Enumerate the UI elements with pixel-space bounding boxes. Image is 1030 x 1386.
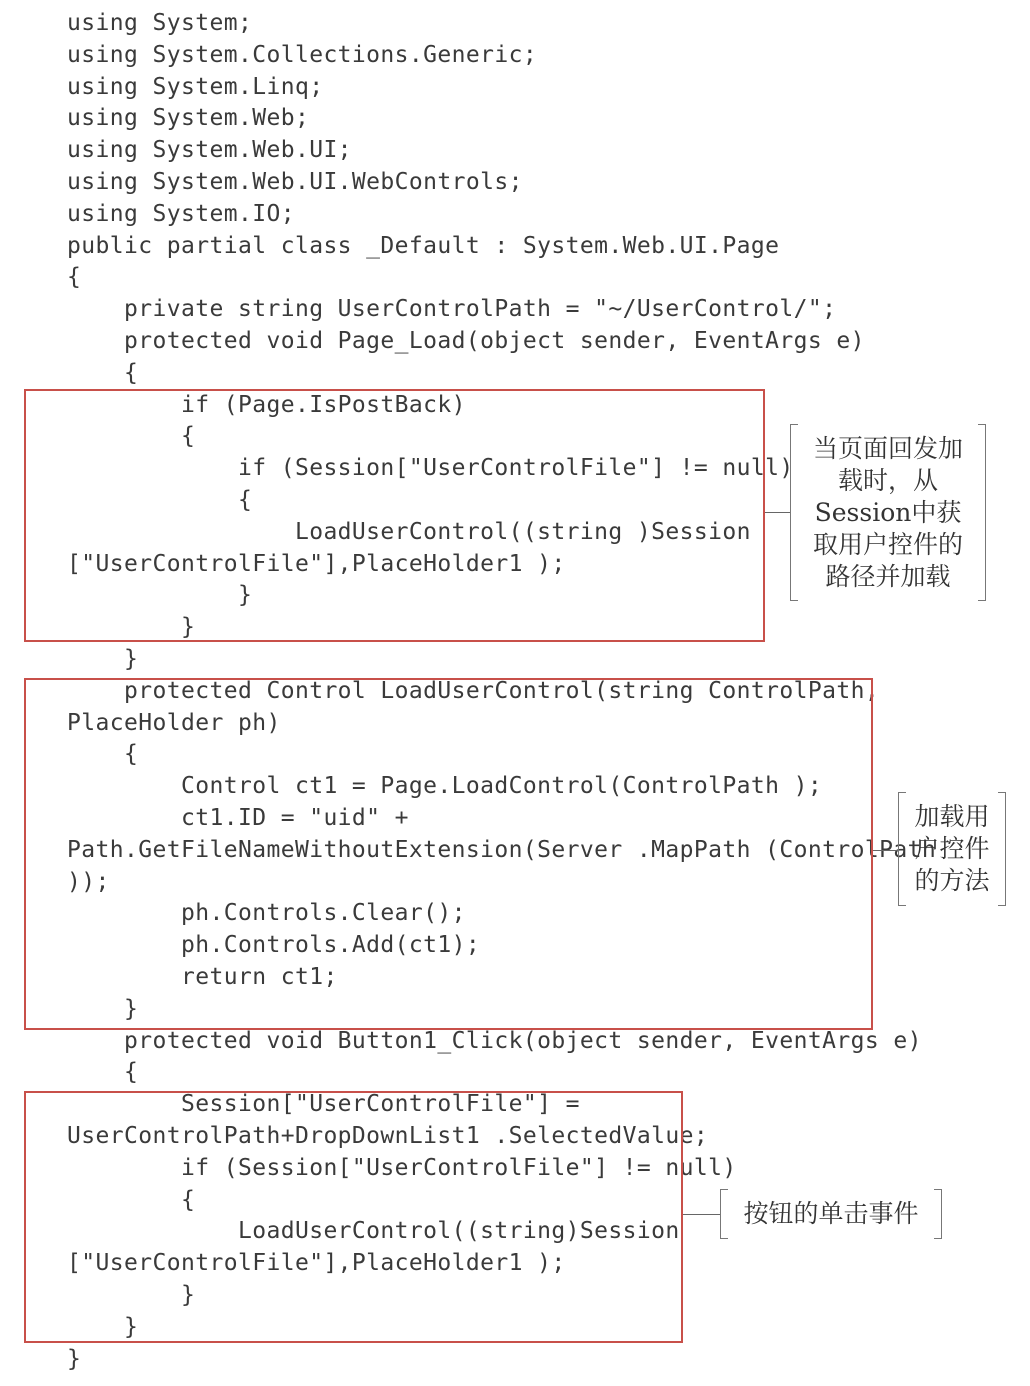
code-line: using System.Collections.Generic; bbox=[10, 41, 538, 68]
callout-line: 取用户控件的 bbox=[812, 529, 963, 559]
callout-line: 路径并加载 bbox=[825, 561, 951, 591]
code-line: } bbox=[10, 1313, 139, 1340]
callout-button-click-text bbox=[728, 1189, 934, 1239]
code-line: )); bbox=[10, 868, 110, 895]
code-line: public partial class _Default : System.Web.UI.Page bbox=[10, 232, 780, 259]
connector-button-click bbox=[683, 1214, 720, 1215]
code-line: protected void Page_Load(object sender, EventArgs e) bbox=[10, 328, 865, 354]
code-line: } bbox=[10, 1282, 196, 1308]
callout-button-click bbox=[720, 1189, 942, 1239]
code-line: using System; bbox=[10, 10, 253, 36]
callout-bracket-right bbox=[978, 424, 986, 601]
code-line: { bbox=[10, 423, 196, 450]
code-line: } bbox=[10, 646, 139, 672]
code-line: using System.Web.UI.WebControls; bbox=[10, 169, 523, 195]
callout-bracket-left bbox=[898, 792, 906, 906]
callout-line: 当页面回发加 bbox=[812, 433, 963, 463]
callout-bracket-right bbox=[998, 792, 1006, 906]
code-line: Session["UserControlFile"] = bbox=[10, 1091, 580, 1118]
code-line: LoadUserControl((string)Session bbox=[10, 1218, 680, 1245]
code-line: if (Session["UserControlFile"] != null) bbox=[10, 1154, 737, 1181]
code-line: using System.Linq; bbox=[10, 73, 324, 100]
code-line: using System.Web; bbox=[10, 105, 310, 132]
code-line: ["UserControlFile"],PlaceHolder1 ); bbox=[10, 1250, 566, 1277]
highlight-box-button-click bbox=[24, 1091, 683, 1343]
code-line: { bbox=[10, 741, 139, 768]
connector-postback bbox=[765, 512, 790, 513]
callout-line: 按钮的单击事件 bbox=[743, 1199, 919, 1228]
code-line: Path.GetFileNameWithoutExtension(Server .MapPath (ControlPath bbox=[10, 836, 937, 863]
code-line: UserControlPath+DropDownList1 .SelectedValue; bbox=[10, 1123, 709, 1149]
code-line: } bbox=[10, 614, 196, 641]
code-line: { bbox=[10, 359, 139, 386]
callout-line: 载时，从 bbox=[837, 465, 938, 495]
code-line: { bbox=[10, 487, 253, 513]
callout-line: 的方法 bbox=[914, 866, 990, 895]
code-line: Control ct1 = Page.LoadControl(ControlPath ); bbox=[10, 773, 823, 800]
code-line: if (Page.IsPostBack) bbox=[10, 391, 466, 418]
code-line: protected Control LoadUserControl(string ControlPath, bbox=[10, 677, 880, 704]
code-line: ["UserControlFile"],PlaceHolder1 ); bbox=[10, 550, 566, 577]
code-line: ct1.ID = "uid" + bbox=[10, 805, 409, 831]
callout-line: 加载用 bbox=[914, 802, 990, 831]
callout-bracket-left bbox=[790, 424, 798, 601]
callout-bracket-right bbox=[934, 1189, 942, 1239]
code-line: { bbox=[10, 1059, 139, 1086]
code-line: } bbox=[10, 582, 253, 609]
callout-load-method bbox=[898, 792, 1006, 906]
callout-postback-text bbox=[798, 424, 978, 601]
code-line: LoadUserControl((string )Session bbox=[10, 518, 751, 545]
highlight-box-load-method bbox=[24, 678, 873, 1030]
code-line: if (Session["UserControlFile"] != null) bbox=[10, 455, 794, 482]
code-line: ph.Controls.Add(ct1); bbox=[10, 932, 481, 959]
callout-line: 户控件 bbox=[914, 834, 990, 863]
code-line: protected void Button1_Click(object sender, EventArgs e) bbox=[10, 1027, 922, 1054]
callout-line: Session中获 bbox=[814, 497, 962, 527]
callout-postback bbox=[790, 424, 986, 601]
code-line: private string UserControlPath = "~/UserControl/"; bbox=[10, 296, 837, 323]
highlight-box-postback bbox=[24, 389, 765, 642]
code-line: } bbox=[10, 1345, 82, 1372]
callout-load-method-text bbox=[906, 792, 998, 906]
callout-bracket-left bbox=[720, 1189, 728, 1239]
code-line: using System.Web.UI; bbox=[10, 137, 352, 164]
code-line: { bbox=[10, 1186, 196, 1213]
code-line: ph.Controls.Clear(); bbox=[10, 900, 466, 927]
code-line: using System.IO; bbox=[10, 200, 295, 227]
code-line: { bbox=[10, 264, 82, 291]
code-line: } bbox=[10, 995, 139, 1022]
connector-load-method bbox=[873, 850, 898, 851]
code-line: return ct1; bbox=[10, 964, 338, 990]
code-line: PlaceHolder ph) bbox=[10, 709, 281, 736]
